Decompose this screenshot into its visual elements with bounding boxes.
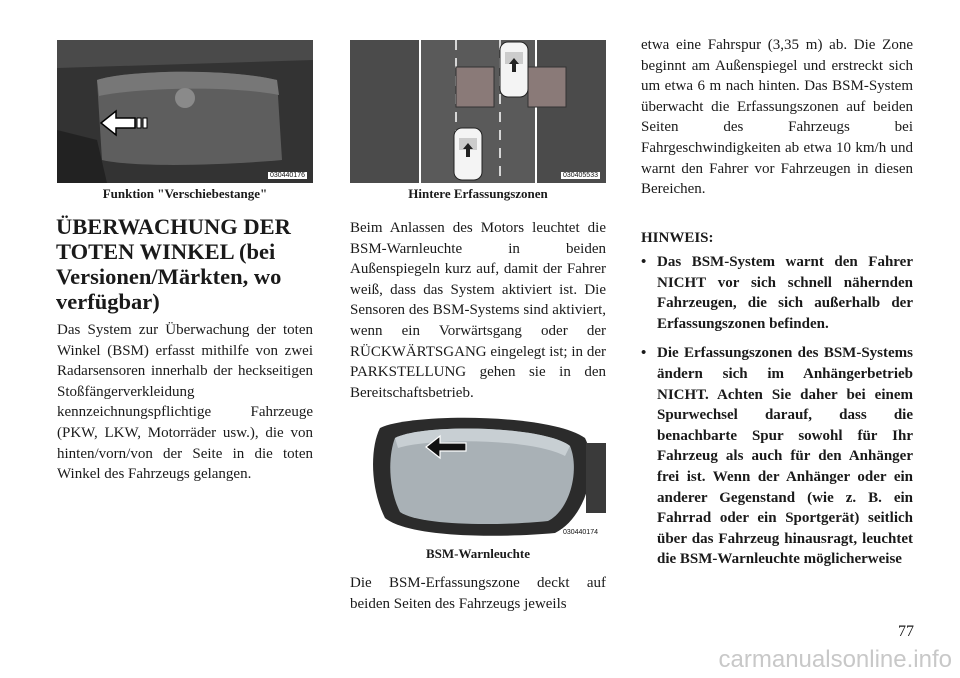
startup-paragraph: Beim Anlassen des Motors leuchtet die BSM-Warnleuchte in beiden Außenspiegeln kurz auf, damit der Fahrer weiß, dass das System aktiviert ist. Die Sensoren des BSM-Systems sind aktiviert, wenn ein Vorwärtsgang oder der RÜCKWÄRTSGANG eingelegt ist; in der PARKSTELLUNG gehen sie in den Bereitschaftsbetrieb. [350,220,606,401]
intro-paragraph: Das System zur Überwachung der toten Winkel (BSM) erfasst mithilfe von zwei Radarsensoren innerhalb der heckseitigen Stoßfängerverkleidung kennzeichnungspflichtige Fahrzeuge (PKW, LKW, Motorräder usw.), die von hinten/vorn/von der Seite in die toten Winkel des Fahrzeugs gelangen. [57,322,313,483]
figure-code: 030440176 [269,172,305,179]
arrow-up-icon [462,142,474,158]
note-label: HINWEIS: [641,230,714,246]
zones-figure [350,40,606,183]
zones-caption: Hintere Erfassungszonen [408,186,548,201]
mirror-illustration [350,408,606,540]
zone-continued-paragraph: etwa eine Fahrspur (3,35 m) ab. Die Zone beginnt am Außenspiegel und erstreckt sich um etwa 6 m nach hinten. Das BSM-System überwacht die Erfassungszonen auf beiden Seiten des Fahrzeugs bei Fahrgeschwindigkeiten ab etwa 10 km/h und warnt den Fahrer vor Fahrzeugen in diesen Bereichen. [641,37,913,198]
zone-paragraph: Die BSM-Erfassungszone deckt auf beiden Seiten des Fahrzeugs jeweils [350,575,606,612]
visor-illustration [57,40,313,183]
note-list [641,252,913,579]
figure-code: 030405533 [562,172,598,179]
mirror-caption: BSM-Warnleuchte [426,546,530,561]
arrow-left-icon [424,434,468,460]
mirror-figure [350,408,606,540]
watermark: carmanualsonline.info [718,646,952,673]
visor-caption: Funktion "Verschiebestange" [102,186,268,201]
arrow-left-icon [99,108,149,138]
zones-illustration [350,40,606,183]
section-heading: ÜBERWACHUNG DER TOTEN WINKEL (bei Versionen/Märkten, wo verfügbar) [56,214,291,314]
arrow-up-icon [508,57,520,73]
visor-figure [57,40,313,183]
list-item: • Die Erfassungszonen des BSM-Systems ändern sich im Anhängerbetrieb NICHT. Achten Sie daher bei einem Spurwechsel darauf, dass die benachbarte Spur sowohl für Ihr Fahrzeug als auch für den Anhänger frei ist. Wenn der Anhänger oder ein anderer Gegenstand (wie z. B. ein Fahrrad oder ein Sportgerät) seitlich über das Fahrzeug hinausragt, leuchtet die BSM-Warnleuchte möglicherweise [641,343,913,570]
list-item: • Das BSM-System warnt den Fahrer NICHT vor sich schnell nähernden Fahrzeugen, die sich außerhalb der Erfassungszonen befinden. [641,252,913,334]
page-number: 77 [898,623,914,640]
figure-code: 030440174 [562,529,598,536]
